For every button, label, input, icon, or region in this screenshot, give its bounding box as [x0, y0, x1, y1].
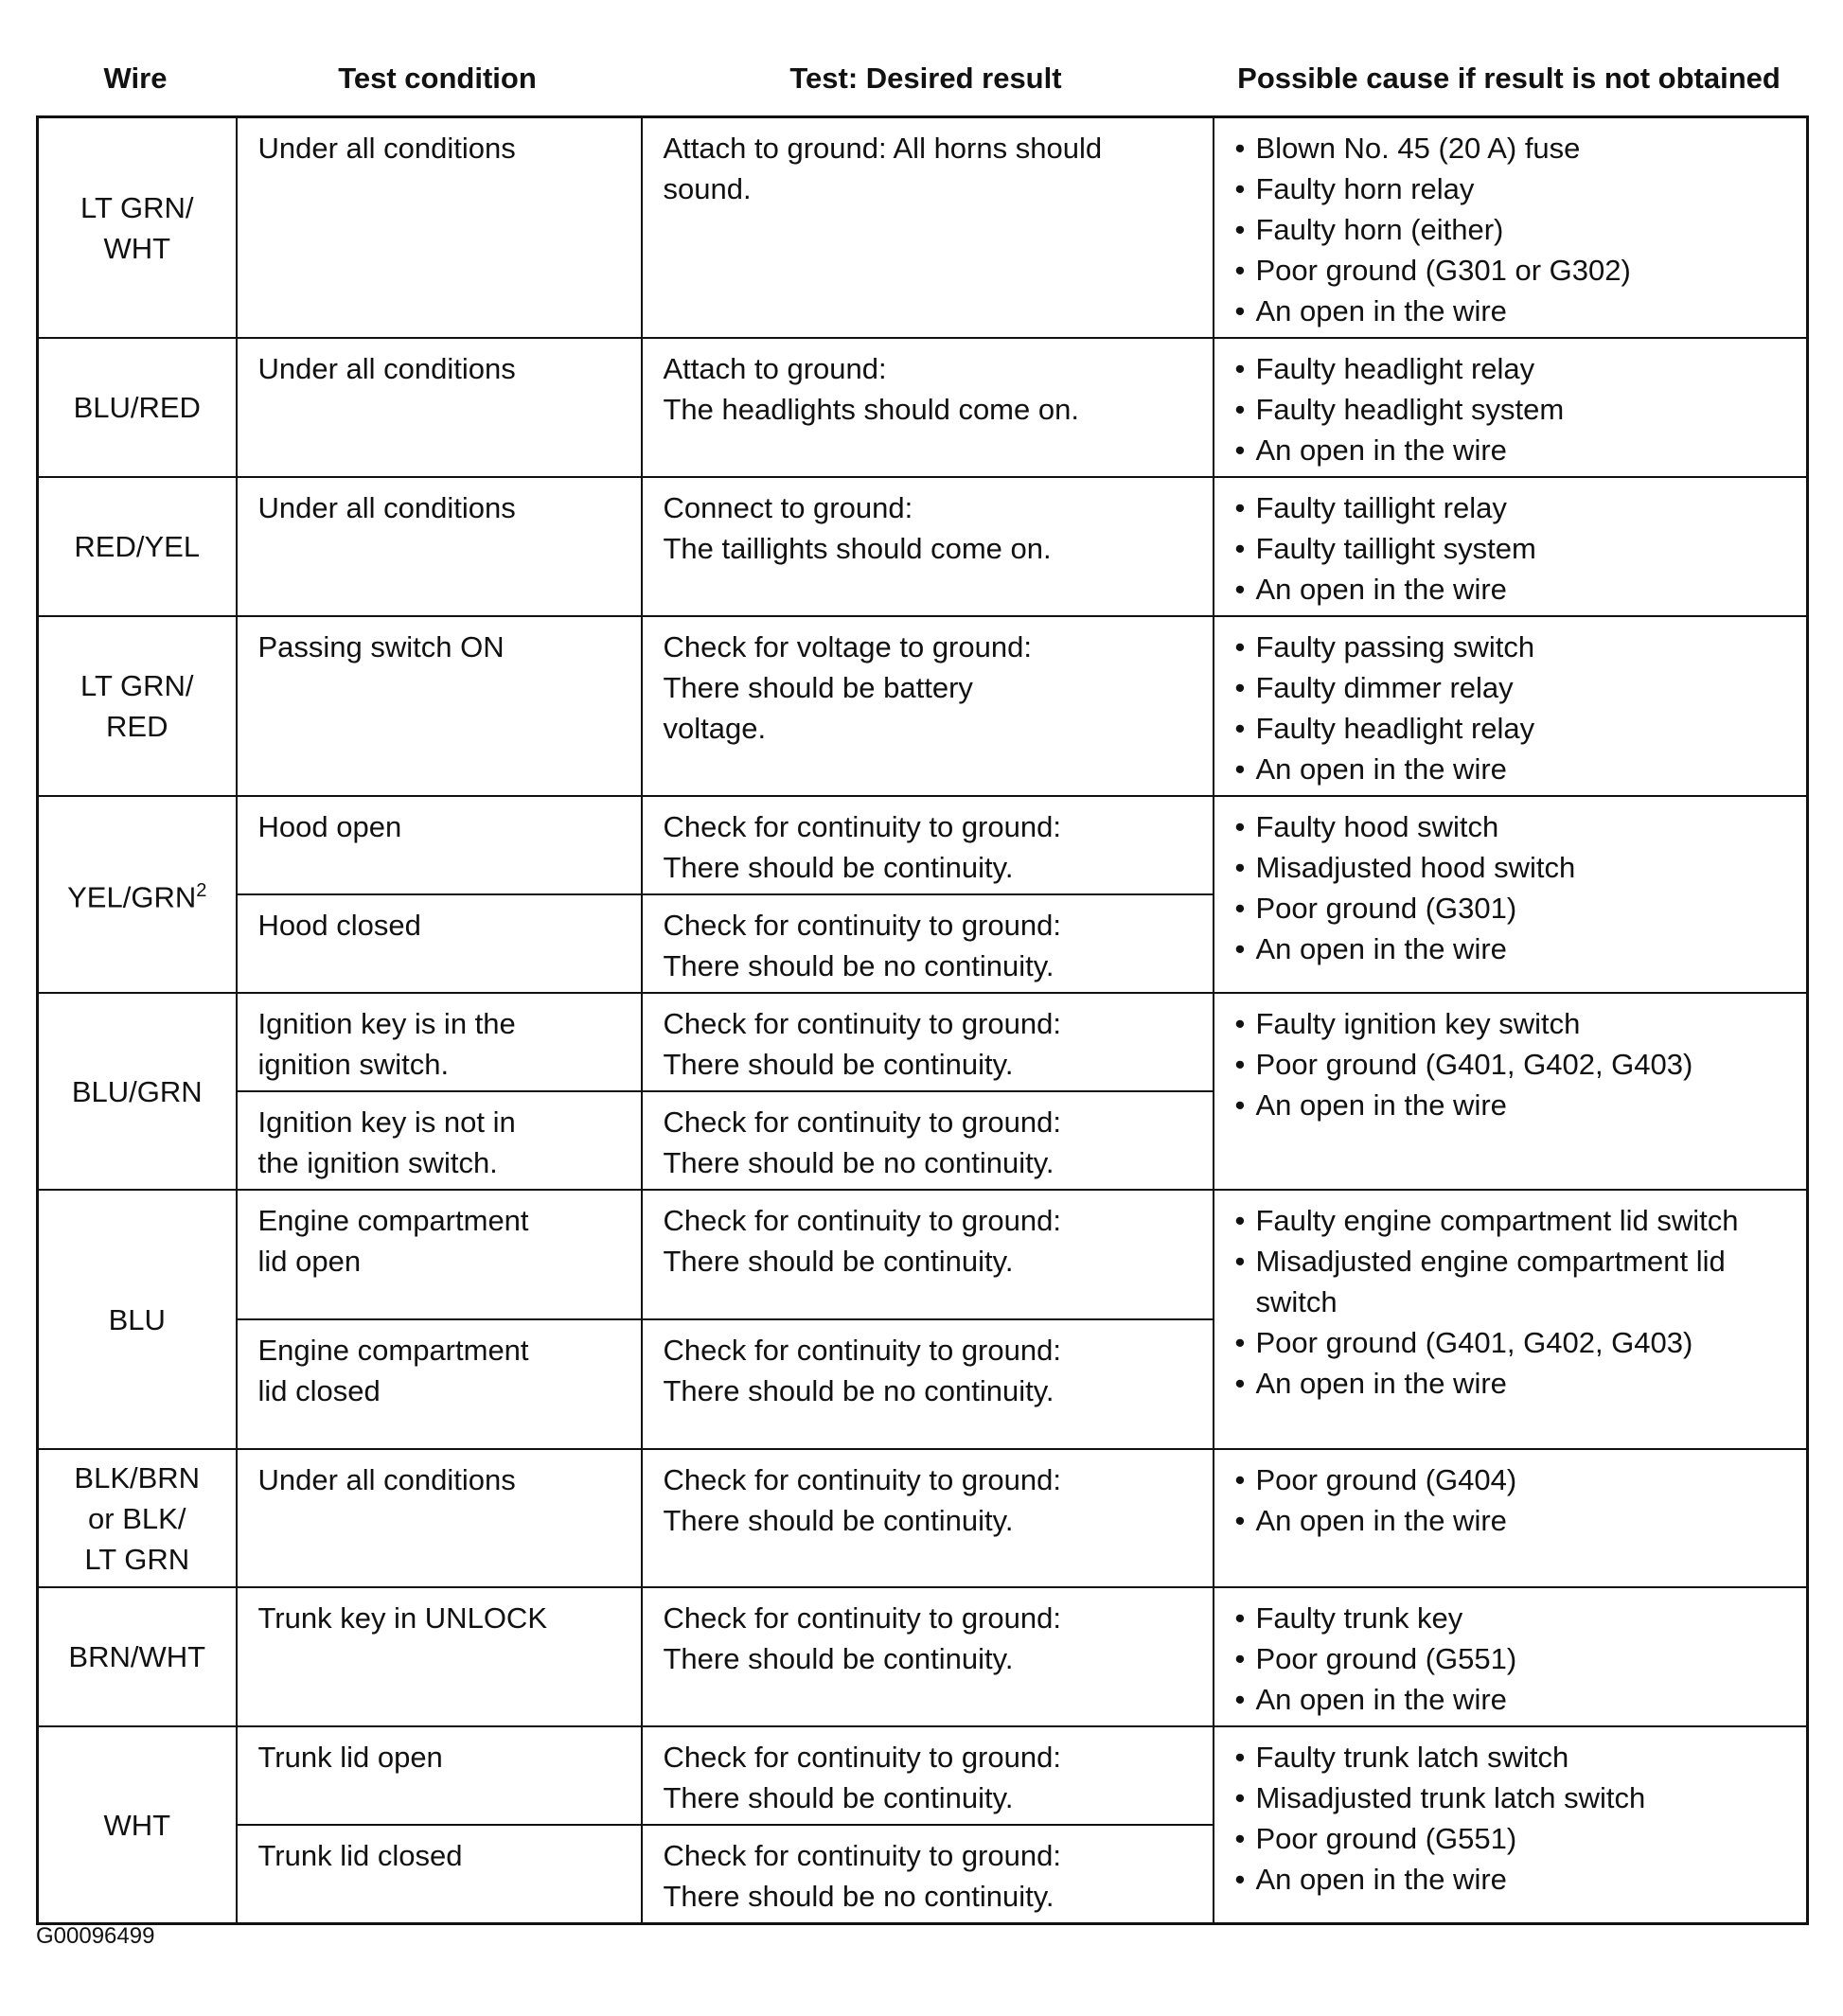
test-condition-cell: Trunk key in UNLOCK — [237, 1587, 642, 1726]
desired-result-cell: Check for continuity to ground: There should be continuity. — [642, 993, 1214, 1091]
wire-cell — [38, 796, 237, 993]
cause-item: • Faulty hood switch — [1235, 806, 1788, 847]
table-row — [38, 993, 1808, 1091]
cause-item: • Misadjusted trunk latch switch — [1235, 1777, 1788, 1818]
test-condition-cell: Ignition key is not in the ignition switch. — [237, 1091, 642, 1190]
table-row — [38, 1449, 1808, 1587]
wire-cell — [38, 1587, 237, 1726]
cause-item: • Poor ground (G401, G402, G403) — [1235, 1322, 1788, 1363]
wire-label: YEL/GRN — [67, 880, 197, 914]
wire-label: WHT — [103, 1808, 171, 1842]
desired-result-cell: Check for continuity to ground: There should be continuity. — [642, 1449, 1214, 1587]
desired-result-cell: Check for continuity to ground: There should be no continuity. — [642, 1319, 1214, 1449]
wire-label: RED/YEL — [74, 530, 201, 563]
test-condition-cell: Trunk lid closed — [237, 1825, 642, 1924]
cause-list — [1235, 1737, 1788, 1900]
possible-cause-cell — [1214, 1726, 1808, 1924]
wire-test-table — [36, 115, 1809, 1925]
desired-result-cell: Check for continuity to ground: There should be no continuity. — [642, 1091, 1214, 1190]
desired-result-cell: Check for continuity to ground: There should be continuity. — [642, 1190, 1214, 1319]
cause-item: • Faulty ignition key switch — [1235, 1003, 1788, 1044]
cause-item: • Faulty horn (either) — [1235, 209, 1788, 250]
table-row — [38, 477, 1808, 616]
desired-result-cell: Attach to ground: All horns should sound. — [642, 117, 1214, 339]
test-condition-cell: Hood closed — [237, 894, 642, 993]
figure-id: G00096499 — [36, 1923, 155, 1949]
header-test-condition: Test condition — [338, 62, 537, 95]
cause-list — [1235, 806, 1788, 969]
cause-item: • An open in the wire — [1235, 1363, 1788, 1404]
wire-cell — [38, 616, 237, 796]
cause-item: • Poor ground (G301) — [1235, 888, 1788, 928]
desired-result-cell: Check for voltage to ground: There should be battery voltage. — [642, 616, 1214, 796]
test-condition-cell: Engine compartment lid closed — [237, 1319, 642, 1449]
table-row — [38, 1726, 1808, 1825]
header-wire: Wire — [103, 62, 168, 95]
wire-cell — [38, 338, 237, 477]
table-header — [36, 42, 1806, 115]
cause-item: • Faulty passing switch — [1235, 627, 1788, 667]
test-condition-cell: Under all conditions — [237, 477, 642, 616]
possible-cause-cell — [1214, 796, 1808, 993]
desired-result-cell: Check for continuity to ground: There should be no continuity. — [642, 1825, 1214, 1924]
cause-item: • An open in the wire — [1235, 1679, 1788, 1720]
desired-result-cell: Check for continuity to ground: There should be continuity. — [642, 796, 1214, 894]
cause-item: • Poor ground (G301 or G302) — [1235, 250, 1788, 291]
cause-list — [1235, 1459, 1788, 1541]
wire-label: BLU — [108, 1302, 166, 1336]
cause-item: • Faulty trunk key — [1235, 1598, 1788, 1638]
test-condition-cell: Trunk lid open — [237, 1726, 642, 1825]
wire-footnote-mark: 2 — [196, 880, 207, 902]
wire-label: BRN/WHT — [68, 1640, 206, 1673]
cause-list — [1235, 348, 1788, 470]
cause-item: • Faulty taillight relay — [1235, 487, 1788, 528]
test-condition-cell: Under all conditions — [237, 117, 642, 339]
wire-label: LT GRN/ WHT — [80, 190, 194, 265]
cause-list — [1235, 1003, 1788, 1125]
cause-item: • Faulty headlight relay — [1235, 708, 1788, 749]
cause-item: • An open in the wire — [1235, 1500, 1788, 1541]
wire-label: BLU/RED — [73, 391, 201, 424]
wire-cell — [38, 117, 237, 339]
wire-label: BLK/BRN or BLK/ LT GRN — [74, 1460, 201, 1576]
wire-label: BLU/GRN — [71, 1074, 203, 1108]
wire-cell — [38, 993, 237, 1190]
cause-item: • Faulty horn relay — [1235, 168, 1788, 209]
possible-cause-cell — [1214, 616, 1808, 796]
cause-item: • Misadjusted engine compartment lid switch — [1235, 1241, 1788, 1322]
desired-result-cell: Connect to ground: The taillights should come on. — [642, 477, 1214, 616]
cause-list — [1235, 627, 1788, 789]
possible-cause-cell — [1214, 1449, 1808, 1587]
cause-list — [1235, 1598, 1788, 1720]
possible-cause-cell — [1214, 338, 1808, 477]
cause-item: • Blown No. 45 (20 A) fuse — [1235, 128, 1788, 168]
table-row — [38, 117, 1808, 339]
header-desired-result: Test: Desired result — [789, 62, 1062, 95]
cause-item: • An open in the wire — [1235, 1859, 1788, 1900]
cause-item: • Faulty trunk latch switch — [1235, 1737, 1788, 1777]
header-possible-cause: Possible cause if result is not obtained — [1237, 62, 1781, 95]
test-condition-cell: Under all conditions — [237, 338, 642, 477]
cause-item: • An open in the wire — [1235, 749, 1788, 789]
cause-item: • Faulty headlight relay — [1235, 348, 1788, 389]
possible-cause-cell — [1214, 1190, 1808, 1449]
test-condition-cell: Engine compartment lid open — [237, 1190, 642, 1319]
possible-cause-cell — [1214, 993, 1808, 1190]
cause-item: • Poor ground (G401, G402, G403) — [1235, 1044, 1788, 1085]
possible-cause-cell — [1214, 1587, 1808, 1726]
cause-item: • An open in the wire — [1235, 569, 1788, 610]
wire-test-table-page — [36, 42, 1806, 1925]
desired-result-cell: Attach to ground: The headlights should come on. — [642, 338, 1214, 477]
cause-item: • Faulty headlight system — [1235, 389, 1788, 430]
table-row — [38, 796, 1808, 894]
table-row — [38, 1190, 1808, 1319]
cause-item: • Poor ground (G551) — [1235, 1638, 1788, 1679]
cause-item: • Poor ground (G551) — [1235, 1818, 1788, 1859]
cause-item: • An open in the wire — [1235, 1085, 1788, 1125]
test-condition-cell: Passing switch ON — [237, 616, 642, 796]
cause-list — [1235, 128, 1788, 331]
table-row — [38, 616, 1808, 796]
wire-cell — [38, 1449, 237, 1587]
table-row — [38, 338, 1808, 477]
cause-item: • An open in the wire — [1235, 291, 1788, 331]
cause-list — [1235, 1200, 1788, 1404]
test-condition-cell: Ignition key is in the ignition switch. — [237, 993, 642, 1091]
cause-list — [1235, 487, 1788, 610]
wire-label: LT GRN/ RED — [80, 669, 194, 743]
wire-cell — [38, 477, 237, 616]
possible-cause-cell — [1214, 477, 1808, 616]
cause-item: • Poor ground (G404) — [1235, 1459, 1788, 1500]
cause-item: • Faulty engine compartment lid switch — [1235, 1200, 1788, 1241]
table-row — [38, 1587, 1808, 1726]
possible-cause-cell — [1214, 117, 1808, 339]
desired-result-cell: Check for continuity to ground: There should be continuity. — [642, 1726, 1214, 1825]
cause-item: • Faulty dimmer relay — [1235, 667, 1788, 708]
cause-item: • Misadjusted hood switch — [1235, 847, 1788, 888]
test-condition-cell: Hood open — [237, 796, 642, 894]
cause-item: • Faulty taillight system — [1235, 528, 1788, 569]
wire-cell — [38, 1726, 237, 1924]
cause-item: • An open in the wire — [1235, 430, 1788, 470]
table-body — [38, 117, 1808, 1924]
test-condition-cell: Under all conditions — [237, 1449, 642, 1587]
desired-result-cell: Check for continuity to ground: There should be continuity. — [642, 1587, 1214, 1726]
desired-result-cell: Check for continuity to ground: There should be no continuity. — [642, 894, 1214, 993]
wire-cell — [38, 1190, 237, 1449]
cause-item: • An open in the wire — [1235, 928, 1788, 969]
